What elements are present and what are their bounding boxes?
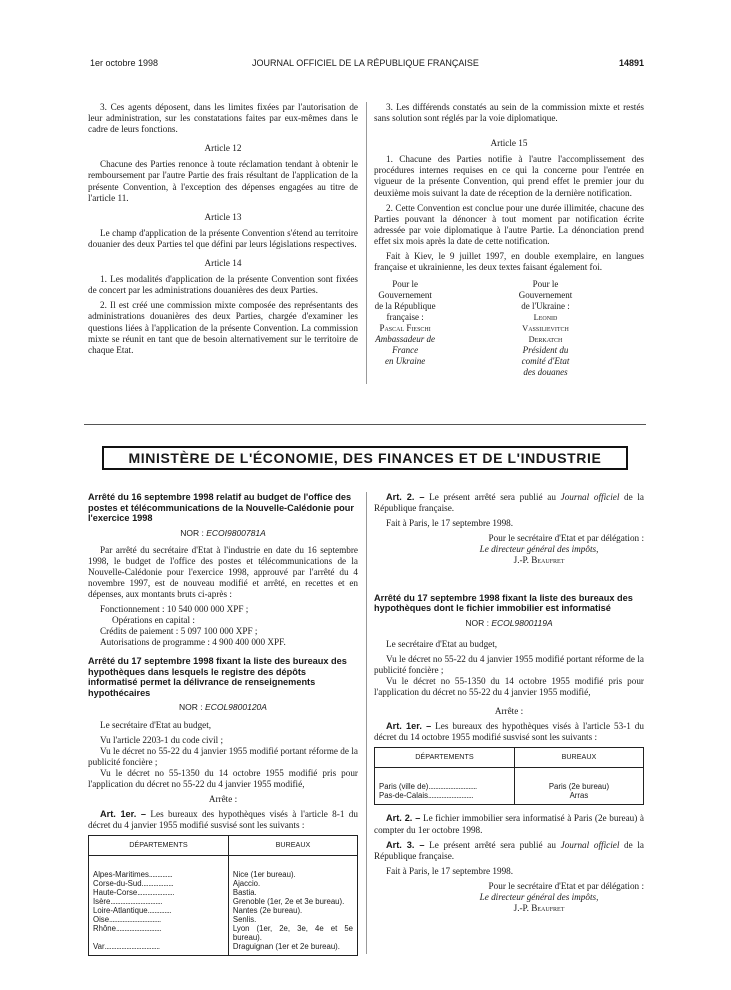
article-label: Art. 2. – xyxy=(386,813,421,824)
signature-france xyxy=(374,279,504,378)
done-at: Fait à Paris, le 17 septembre 1998. xyxy=(386,865,514,876)
bureaux-table xyxy=(88,835,358,956)
section-rule xyxy=(84,424,646,425)
table-row xyxy=(89,879,358,888)
table-header-departements: DÉPARTEMENTS xyxy=(375,748,515,768)
table-header-bureaux: BUREAUX xyxy=(228,836,357,856)
paragraph: 2. Il est créé une commission mixte composée des représentants des administrations douanières des deux Parties, chargée d'examiner les questions liées à l'application de la présente Convention. La commission mixte se réunit en tant que de besoin alternativement sur le territoire de chaque Etat. xyxy=(88,300,358,355)
bureau-cell: Nantes (2e bureau). xyxy=(228,906,357,915)
article-label: Art. 1er. – xyxy=(386,721,432,732)
article-heading: Article 13 xyxy=(204,211,242,222)
bureau-cell: Lyon (1er, 2e, 3e, 4e et 5e bureau). xyxy=(228,924,357,942)
paragraph: Le secrétaire d'Etat au budget, xyxy=(100,719,212,730)
paragraph: 2. Cette Convention est conclue pour une durée illimitée, chacune des Parties pouvant la dénoncer à tout moment par notification écrite adressée par voie diplomatique à l'autre Partie. La dénonciation prend effet six mois après la date de cette notification. xyxy=(374,202,644,246)
header-page-number: 14891 xyxy=(618,58,644,68)
paragraph: Le secrétaire d'Etat au budget, xyxy=(386,638,498,649)
nor-label: NOR : xyxy=(180,527,207,538)
signature-block xyxy=(374,279,644,378)
journal-name: Journal officiel xyxy=(560,839,620,850)
table-row xyxy=(89,915,358,924)
budget-line: Autorisations de programme : 4 900 400 000 XPF. xyxy=(100,637,286,648)
departement-cell: Var................................. xyxy=(93,942,160,952)
budget-line: Opérations en capital : xyxy=(112,615,195,626)
article-heading: Article 15 xyxy=(490,138,528,149)
arrete-label: Arrête : xyxy=(208,794,238,805)
article-text: Le présent arrêté sera publié au xyxy=(424,839,561,850)
header-date: 1er octobre 1998 xyxy=(90,58,159,68)
article-heading: Article 12 xyxy=(204,143,242,154)
table-row xyxy=(375,782,644,791)
nor-label: NOR : xyxy=(465,617,492,628)
table-row xyxy=(89,897,358,906)
table-row xyxy=(375,791,644,805)
paragraph: 3. Ces agents déposent, dans les limites fixées par l'autorisation de leur administration, sur les constatations faites par eux-mêmes dans le cadre de leurs fonctions. xyxy=(88,102,358,135)
nor-code: ECOL9800120A xyxy=(205,702,267,713)
signature-line: Pour le secrétaire d'Etat et par délégation : xyxy=(488,533,644,544)
nor-label: NOR : xyxy=(179,702,206,713)
arrete-label: Arrête : xyxy=(494,706,524,717)
signatory-role: en Ukraine xyxy=(384,356,426,367)
bureau-cell: Ajaccio. xyxy=(228,879,357,888)
signatory-name: Pascal Fieschi xyxy=(379,323,431,334)
bottom-left-column xyxy=(88,492,358,960)
table-header-departements: DÉPARTEMENTS xyxy=(89,836,229,856)
departement-cell: Rhône........................... xyxy=(93,924,161,934)
nor-code: ECOI9800781A xyxy=(206,527,266,538)
top-right-column xyxy=(374,102,644,378)
article-1 xyxy=(88,809,358,831)
done-at: Fait à Paris, le 17 septembre 1998. xyxy=(386,518,514,529)
departement-cell: Isère............................... xyxy=(93,897,162,907)
signature-line: Pour le secrétaire d'Etat et par délégation : xyxy=(488,880,644,891)
bureau-cell: Arras xyxy=(514,791,643,805)
arrete-title: Arrêté du 16 septembre 1998 relatif au budget de l'office des postes et télécommunications de la Nouvelle-Calédonie pour l'exercice 1998 xyxy=(88,492,354,523)
article-text: de la République française. xyxy=(374,492,645,514)
signatory-name: Leonid Vassilievitch Derkatch xyxy=(522,313,569,345)
departement-cell: Alpes-Maritimes.............. xyxy=(93,870,173,880)
paragraph: Le champ d'application de la présente Convention s'étend au territoire douanier des deux Parties tel que défini par leurs législations respectives. xyxy=(88,227,358,249)
ministry-banner: MINISTÈRE DE L'ÉCONOMIE, DES FINANCES ET DE L'INDUSTRIE xyxy=(102,446,628,470)
article-1 xyxy=(374,721,644,743)
bureaux-table xyxy=(374,747,644,805)
nor-code: ECOL9800119A xyxy=(491,617,553,628)
arrete-title: Arrêté du 17 septembre 1998 fixant la liste des bureaux des hypothèques dans lesquels le registre des dépôts informatisé permet la délivrance de renseignements hypothécaires xyxy=(88,656,347,698)
top-left-column xyxy=(88,102,358,360)
departement-cell: Loire-Atlantique.............. xyxy=(93,906,171,916)
article-text: Les bureaux des hypothèques visés à l'article 53-1 du décret du 14 octobre 1955 modifié susvisé sont les suivants : xyxy=(374,721,644,743)
paragraph: Vu le décret no 55-22 du 4 janvier 1955 modifié portant réforme de la publicité foncière ; xyxy=(88,745,358,767)
article-text: Le présent arrêté sera publié au xyxy=(424,492,561,502)
article-text: Les bureaux des hypothèques visés à l'article 8-1 du décret du 4 janvier 1955 modifié susvisé sont les suivants : xyxy=(88,809,358,831)
article-heading: Article 14 xyxy=(204,258,242,269)
signature-line: de la République française : xyxy=(374,301,436,323)
article-label: Art. 3. – xyxy=(386,839,425,850)
signature-ukraine xyxy=(514,279,644,378)
table-row xyxy=(89,906,358,915)
bureau-cell: Bastia. xyxy=(228,888,357,897)
header-title: JOURNAL OFFICIEL DE LA RÉPUBLIQUE FRANÇAISE xyxy=(252,58,479,68)
bureau-cell: Senlis. xyxy=(228,915,357,924)
article-label: Art. 1er. – xyxy=(100,809,147,820)
paragraph: Vu le décret no 55-22 du 4 janvier 1955 modifié portant réforme de la publicité foncière ; xyxy=(374,653,644,675)
signature-line: Le directeur général des impôts, xyxy=(479,891,599,902)
signature-line: de l'Ukraine : xyxy=(521,301,570,312)
departement-cell: Corse-du-Sud................... xyxy=(93,879,174,889)
table-row xyxy=(89,870,358,879)
bottom-right-column xyxy=(374,492,644,914)
column-divider xyxy=(366,102,367,384)
paragraph: 1. Les modalités d'application de la présente Convention sont fixées de concert par les administrations douanières des deux Parties. xyxy=(88,274,358,296)
table-row xyxy=(89,888,358,897)
article-2 xyxy=(374,492,644,514)
arrete-title: Arrêté du 17 septembre 1998 fixant la liste des bureaux des hypothèques dont le fichier immobilier est informatisé xyxy=(374,592,633,614)
paragraph: 1. Chacune des Parties notifie à l'autre l'accomplissement des procédures internes requises en ce qui la concerne pour l'entrée en vigueur de la présente Convention, qui prend effet le premier jour du deuxième mois suivant la date de réception de la dernière notification. xyxy=(374,154,644,198)
paragraph: Vu le décret no 55-1350 du 14 octobre 1955 modifié pris pour l'application du décret no 55-22 du 4 janvier 1955 modifié, xyxy=(374,675,644,698)
paragraph: Vu le décret no 55-1350 du 14 octobre 1955 modifié pris pour l'application du décret no 55-22 du 4 janvier 1955 modifié, xyxy=(88,767,358,789)
nor-reference xyxy=(88,528,358,539)
signatory-role: des douanes xyxy=(523,367,568,378)
article-label: Art. 2. – xyxy=(386,492,425,502)
journal-name: Journal officiel xyxy=(560,492,620,502)
signature-line: Pour le Gouvernement xyxy=(378,279,432,301)
signatory-role: Président du comité d'Etat xyxy=(521,345,570,367)
departement-cell: Paris (ville de)............................. xyxy=(379,782,477,792)
paragraph: 3. Les différends constatés au sein de la commission mixte et restés sans solution sont réglés par la voie diplomatique. xyxy=(374,102,644,124)
paragraph: Vu l'article 2203-1 du code civil ; xyxy=(100,734,224,745)
bureau-cell: Paris (2e bureau) xyxy=(514,782,643,791)
paragraph: Par arrêté du secrétaire d'Etat à l'industrie en date du 16 septembre 1998, le budget de l'office des postes et télécommunications de la Nouvelle-Calédonie pour l'exercice 1998, approuvé par l'arrêté du 4 novembre 1997, est de nouveau modifié et arrêté, en recettes et en dépenses, aux montants bruts ci-après : xyxy=(88,544,358,599)
table-row xyxy=(89,942,358,956)
bureau-cell: Draguignan (1er et 2e bureau). xyxy=(228,942,357,956)
signature-line: Le directeur général des impôts, xyxy=(479,544,599,555)
nor-reference xyxy=(374,618,644,629)
article-2 xyxy=(374,813,644,835)
paragraph: Chacune des Parties renonce à toute réclamation tendant à obtenir le remboursement par l'autre Partie des frais résultant de l'application de la présente Convention, à l'exception des dépenses engagées au titre de l'article 11. xyxy=(88,159,358,203)
departement-cell: Haute-Corse...................... xyxy=(93,888,174,898)
article-3 xyxy=(374,840,644,862)
column-divider xyxy=(366,492,367,954)
signatory-name: J.-P. Beaufret xyxy=(513,903,565,914)
signatory-name: J.-P. Beaufret xyxy=(513,555,565,566)
table-header-bureaux: BUREAUX xyxy=(514,748,643,768)
signature-line: Pour le Gouvernement xyxy=(518,279,573,301)
paragraph: Fait à Kiev, le 9 juillet 1997, en double exemplaire, en langues française et ukrainienne, les deux textes faisant également foi. xyxy=(374,251,644,273)
article-text: de la République française. xyxy=(374,839,645,861)
bureau-cell: Nice (1er bureau). xyxy=(228,870,357,879)
budget-line: Fonctionnement : 10 540 000 000 XPF ; xyxy=(100,604,249,615)
bureau-cell: Grenoble (1er, 2e et 3e bureau). xyxy=(228,897,357,906)
table-row xyxy=(89,924,358,942)
budget-line: Crédits de paiement : 5 097 100 000 XPF ; xyxy=(100,626,258,637)
departement-cell: Pas-de-Calais........................... xyxy=(379,791,473,801)
departement-cell: Oise............................... xyxy=(93,915,161,925)
nor-reference xyxy=(88,702,358,713)
article-text: Le fichier immobilier sera informatisé à Paris (2e bureau) à compter du 1er octobre 1998. xyxy=(374,813,644,835)
signatory-role: Ambassadeur de France xyxy=(375,334,435,356)
